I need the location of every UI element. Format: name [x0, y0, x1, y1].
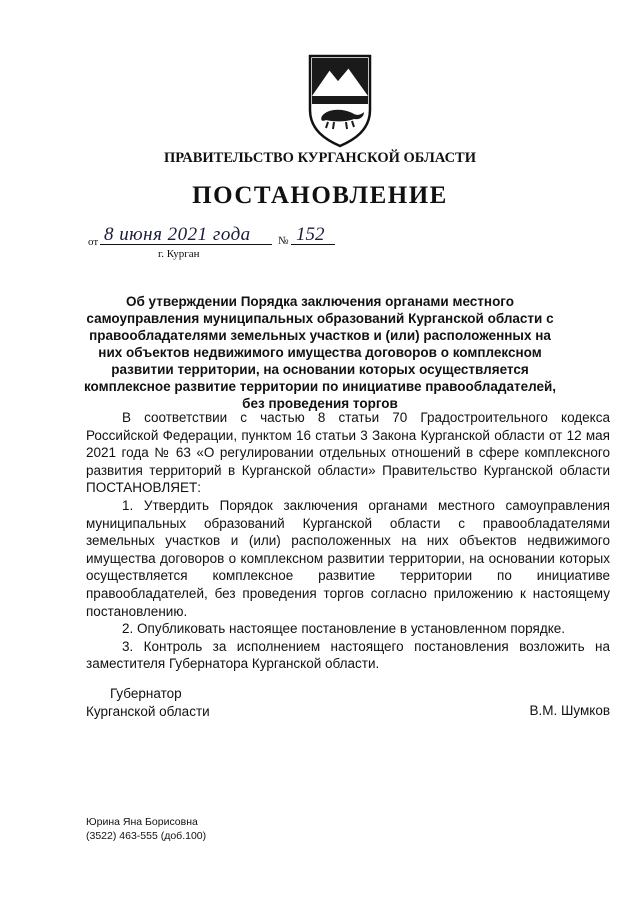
- document-body: [86, 409, 610, 673]
- date-underline: [100, 244, 272, 245]
- document-type-title: ПОСТАНОВЛЕНИЕ: [192, 182, 448, 209]
- item-3-paragraph: 3. Контроль за исполнением настоящего постановления возложить на заместителя Губернатора Курганской области.: [86, 638, 610, 672]
- date-number-line: [88, 224, 388, 248]
- date-prefix: от: [88, 236, 99, 248]
- signatory-position: [86, 685, 210, 721]
- item-1-paragraph: 1. Утвердить Порядок заключения органами местного самоуправления муниципальных образований Курганской области с правообладателями земельных участков и (или) расположенных на них объектов недвижимого имущества договоров о комплексном развитии территории, на основании которых осуществляется комплексное развитие территории по инициативе правообладателей, без проведения торгов согласно приложению к настоящему постановлению.: [86, 497, 610, 619]
- executor-name: Юрина Яна Борисовна: [86, 816, 198, 828]
- position-line-2: Курганской области: [86, 704, 210, 719]
- document-subject: Об утверждении Порядка заключения органами местного самоуправления муниципальных образований Курганской области с правообладателями земельных участков и (или) расположенных на них объектов недвижимого имущества договоров о комплексном развитии территории, на основании которых осуществляется комплексное развитие территории по инициативе правообладателей, без проведения торгов: [83, 294, 557, 411]
- handwritten-date: 8 июня 2021 года: [104, 224, 251, 245]
- position-line-1: Губернатор: [110, 686, 182, 701]
- number-underline: [291, 244, 335, 245]
- preamble-paragraph: В соответствии с частью 8 статьи 70 Градостроительного кодекса Российской Федерации, пунктом 16 статьи 3 Закона Курганской области от 12 мая 2021 года № 63 «О регулировании отдельных отношений в сфере комплексного развития территорий в Курганской области» Правительство Курганской области ПОСТАНОВЛЯЕТ:: [86, 410, 610, 496]
- item-2-paragraph: 2. Опубликовать настоящее постановление в установленном порядке.: [122, 621, 566, 637]
- handwritten-number: 152: [296, 224, 325, 245]
- number-sign: №: [278, 235, 289, 247]
- signatory-name: В.М. Шумков: [529, 703, 610, 718]
- government-title: ПРАВИТЕЛЬСТВО КУРГАНСКОЙ ОБЛАСТИ: [163, 150, 476, 166]
- coat-of-arms-icon: [304, 52, 376, 148]
- city-label: г. Курган: [158, 248, 200, 260]
- executor-phone: (3522) 463-555 (доб.100): [86, 830, 207, 842]
- executor-contact: [86, 815, 206, 843]
